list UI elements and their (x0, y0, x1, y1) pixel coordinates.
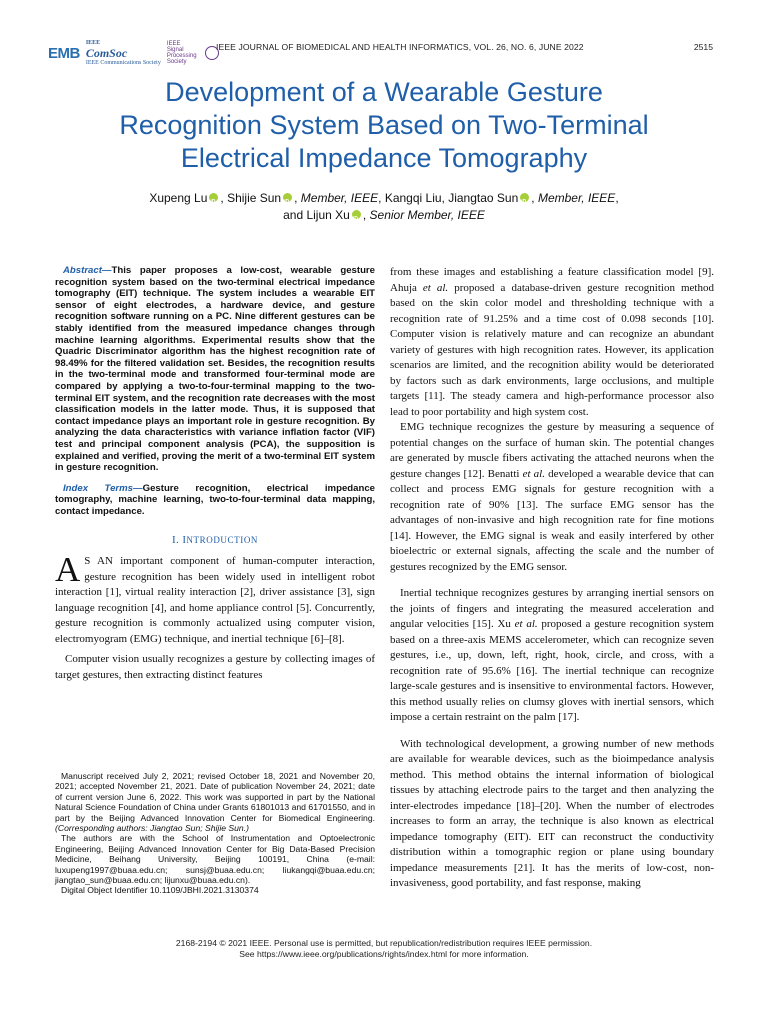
author-conjunction: and (283, 208, 304, 222)
section-heading-introduction (55, 534, 375, 546)
footnote (55, 771, 375, 896)
society-logos (48, 38, 219, 68)
right-paragraph-3-etal: et al. (514, 618, 538, 630)
right-paragraph-1-b: proposed a database-driven gesture recognition method based on the skin color model and thresholding technique with a recognition rate of 91.25% and a time cost of 0.098 seconds [10]. Computer vision is relatively mature and can recognize an abundant variety of gestures with high recognition rates. However, its application scenarios are limited, and the recognition ability would be deteriorated by factors such as dark environments, large occlusions, and multiple targets [11]. The steady camera and high-performance processor also lead to poor portability and high system cost. (390, 281, 714, 418)
abstract-text: This paper proposes a low-cost, wearable gesture recognition system based on the two-terminal electrical impedance tomography (EIT) technique. The system includes a wearable EIT sensor of eight electrodes, a hardware device, and gesture recognition software running on a PC. Nine different gestures can be stably identified from the measured impedance changes through machine learning algorithms. Experimental results show that the Quadric Discriminator algorithm has the highest recognition rate of 98.49% for the filtered validation set. Besides, the recognition results in the two-terminal mode and transformed four-terminal mode are compared by applying a two-to-four-terminal mapping to the two-terminal EIT system, and the recognition rate decreases with the most classification models in the latter mode. Thus, it is supposed that contact impedance plays an important role in gesture recognition. By analyzing the data characteristics with variance inflation factor (VIF) test and principal component analysis (PCA), the supposition is explained and verified, proving the merit of a two-terminal EIT system in gesture recognition. (55, 265, 375, 474)
section-number: I. (171, 534, 183, 547)
title-line-3: Electrical Impedance Tomography (180, 143, 588, 173)
author-role: Member, IEEE (537, 191, 616, 205)
footnote-manuscript-text: Manuscript received July 2, 2021; revised October 18, 2021 and November 20, 2021; accepted November 21, 2021. Date of publication November 24, 2021; date of current version June 6, 2022. This work was supported in part by the National Natural Science Foundation of China under Grants 61801013 and 61701550, and in part by the Beijing Advanced Innovation Center for Biomedical Engineering. (55, 771, 375, 823)
right-paragraph-1 (390, 265, 714, 420)
footnote-affiliation: The authors are with the School of Instrumentation and Optoelectronic Engineering, Beijing Advanced Innovation Center for Big Data-Based Precision Medicine, Beihang University, Beijing 100191, China (e-mail: luxupeng1997@buaa.edu.cn; sunsj@buaa.edu.cn; liukangqi@buaa.edu.cn; jiangtao_sun@buaa.edu.cn; lijunxu@buaa.edu.cn). (55, 833, 375, 886)
index-terms (55, 483, 375, 518)
author-name: Shijie Sun (227, 191, 282, 205)
sps-logo-top: IEEE (166, 41, 181, 47)
right-paragraph-3-b: proposed a gesture recognition system based on a three-axis MEMS accelerometer, which can recognize seven gestures, i.e., up, down, left, right, hook, circle, and cross, with a recognition rate of 95.6% [16]. The inertial technique can recognize large-scale gestures and is insensitive to environmental factors. However, this method usually relies on clumsy gloves with inertial sensors, which impose a certain restraint on the palm [17]. (390, 618, 714, 723)
author-name: Kangqi Liu (384, 191, 442, 205)
section-title-rest: NTRODUCTION (186, 535, 259, 546)
orcid-icon[interactable] (520, 193, 529, 202)
journal-name: IEEE JOURNAL OF BIOMEDICAL AND HEALTH INFORMATICS, VOL. 26, NO. 6, JUNE 2022 (216, 42, 584, 52)
title-line-2: Recognition System Based on Two-Terminal (119, 110, 649, 140)
right-paragraph-1-etal: et al. (422, 281, 449, 294)
comsoc-logo (86, 38, 161, 68)
sps-logo-tail: Society (166, 59, 187, 65)
abstract (55, 265, 375, 474)
right-paragraph-2-etal: et al. (522, 467, 545, 480)
comsoc-logo-sub: IEEE Communications Society (85, 60, 161, 66)
right-column (390, 265, 714, 903)
paper-title (60, 76, 708, 175)
author-list (40, 190, 728, 224)
section-title-initial: I (182, 534, 187, 547)
comsoc-logo-text: ComSoc (85, 46, 128, 60)
page-number: 2515 (693, 42, 713, 52)
intro-paragraph-1-text: S AN important component of human-computer interaction, gesture recognition has been widely used in intelligent robot interaction [1], virtual reality interaction [2], driver assistance [3], sign language recognition [4], and home appliance control [5]. Concurrently, gesture recognition is commonly actualized using computer vision, electromyogram (EMG) technique, and inertial technique [6]–[8]. (55, 555, 375, 645)
introduction-body (55, 550, 375, 683)
right-paragraph-4: With technological development, a growing number of new methods are available for wearable devices, such as the bioimpedance analysis method. This method obtains the internal information of biological tissues by attaching electrode pairs to the target and then analyzing the inter-electrodes impedance [18]–[20]. When the number of electrodes increases to form an array, the technique is also known as electrical impedance tomography (EIT). EIT can reconstruct the conductivity distribution within a tomographic region or plane using boundary impedance measurements [21]. It has the merits of low-cost, non-invasiveness, good portability, and fast response, making (390, 737, 714, 889)
emb-logo: EMB (48, 44, 80, 62)
left-column (55, 265, 375, 694)
copyright-notice (55, 938, 713, 960)
index-terms-text: Gesture recognition, electrical impedance tomography, machine learning, two-to-four-terminal data mapping, contact impedance. (55, 482, 376, 517)
copyright-line-1: 2168-2194 © 2021 IEEE. Personal use is permitted, but republication/redistribution requires IEEE permission. (175, 938, 593, 948)
author-role: Senior Member, IEEE (369, 208, 485, 222)
orcid-icon[interactable] (209, 193, 218, 202)
copyright-line-2: See https://www.ieee.org/publications/rights/index.html for more information. (239, 949, 529, 959)
drop-cap: A (55, 550, 81, 590)
sps-logo (167, 41, 197, 65)
right-paragraph-2-a: EMG technique recognizes the gesture by measuring a sequence of potential changes on the surface of human skin. The potential changes are generated by muscle fibers activating the attached neurons when the gesture changes [12]. Benatti (390, 421, 714, 480)
author-role: Member, IEEE (300, 191, 379, 205)
intro-paragraph-1 (55, 550, 375, 647)
right-paragraph-3 (390, 586, 714, 726)
footnote-corresponding: (Corresponding authors: Jiangtao Sun; Shijie Sun.) (55, 823, 249, 834)
orcid-icon[interactable] (283, 193, 292, 202)
title-line-1: Development of a Wearable Gesture (165, 77, 603, 107)
author-line-2: and Lijun XuiD , Senior Member, IEEE (40, 207, 728, 224)
footnote-manuscript (55, 771, 375, 833)
right-paragraph-3-a: Inertial technique recognizes gestures by arranging inertial sensors on the joints of fingers and integrating the measured acceleration and angular velocities [15]. Xu (390, 587, 714, 630)
running-header (48, 38, 713, 68)
orcid-icon[interactable] (352, 210, 361, 219)
comsoc-logo-ieee: IEEE (85, 40, 101, 46)
index-terms-label: Index Terms— (63, 482, 143, 494)
author-name: Xupeng Lu (149, 191, 208, 205)
abstract-label: Abstract— (63, 265, 112, 276)
author-name: Jiangtao Sun (448, 191, 519, 205)
sps-logo-bot: Processing (166, 53, 197, 59)
author-name: Lijun Xu (306, 208, 350, 222)
footnote-doi: Digital Object Identifier 10.1109/JBHI.2021.3130374 (61, 885, 259, 896)
right-paragraph-2 (390, 420, 714, 575)
author-line-1: Xupeng LuiD , Shijie SuniD , Member, IEEE, Kangqi Liu, Jiangtao SuniD , Member, IEEE, (40, 190, 728, 207)
intro-paragraph-2: Computer vision usually recognizes a gesture by collecting images of target gestures, then extracting distinct features (55, 653, 375, 681)
right-paragraph-2-b: developed a wearable device that can collect and process EMG signals for gesture recognition with a recognition rate of 90% [13]. The surface EMG sensor has the advantages of non-invasive and high recognition rate for fine motions [14]. However, the EMG signal is weak and easily interfered by other bioelectric or external signals, affecting the scale and the number of gestures recognized by the EMG sensor. (390, 467, 715, 573)
right-paragraph-1-a: from these images and establishing a feature classification model [9]. Ahuja (390, 266, 714, 294)
sps-logo-mid: Signal (166, 47, 184, 53)
